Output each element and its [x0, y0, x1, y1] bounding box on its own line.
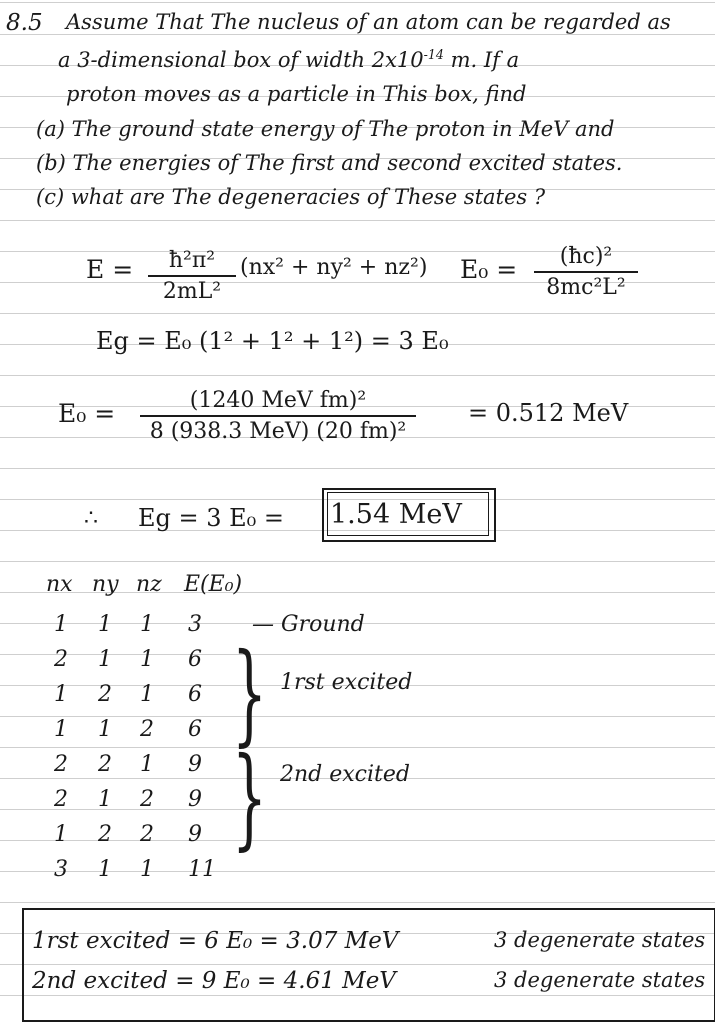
energy-numerator: ħ²π²: [168, 248, 216, 273]
summary-second-excited: 2nd excited = 9 E₀ = 4.61 MeV: [32, 968, 396, 994]
e0-denominator: 8mc²L²: [534, 271, 638, 299]
table-cell: 1: [54, 682, 68, 707]
ground-energy-relation: Eg = E₀ (1² + 1² + 1²) = 3 E₀: [96, 327, 449, 355]
table-cell: 1: [98, 647, 112, 672]
ground-energy-answer: 1.54 MeV: [330, 499, 462, 530]
width-exponent: -14: [423, 47, 444, 62]
summary-box: [22, 908, 715, 1022]
table-cell: 1: [98, 612, 112, 637]
problem-line-3: proton moves as a particle in This box, find: [66, 82, 527, 106]
e0-calc-result: = 0.512 MeV: [468, 399, 629, 427]
table-cell: 3: [188, 612, 202, 637]
e0-calc-denominator: 8 (938.3 MeV) (20 fm)²: [140, 415, 416, 443]
e0-fraction: [534, 246, 638, 299]
problem-number: 8.5: [6, 10, 43, 36]
quantum-number-sum: (nx² + ny² + nz²): [240, 255, 428, 280]
table-cell: 1: [54, 612, 68, 637]
energy-denominator: 2mL²: [148, 275, 236, 303]
table-cell: 1: [98, 717, 112, 742]
e0-calc-numerator: (1240 MeV fm)²: [189, 388, 367, 413]
first-excited-label: 1rst excited: [280, 670, 413, 695]
table-cell: 9: [188, 787, 202, 812]
table-cell: 2: [54, 647, 68, 672]
table-header-ny: ny: [92, 572, 119, 597]
ground-state-label: — Ground: [252, 612, 365, 637]
table-cell: 1: [54, 822, 68, 847]
first-excited-brace: }: [232, 629, 267, 757]
summary-first-degeneracy: 3 degenerate states: [494, 928, 706, 952]
e0-numerator: (ħc)²: [559, 244, 613, 269]
table-cell: 2: [98, 682, 112, 707]
problem-line-5: (b) The energies of The first and second excited states.: [36, 151, 623, 175]
table-cell: 2: [98, 822, 112, 847]
table-cell: 2: [54, 752, 68, 777]
summary-first-excited: 1rst excited = 6 E₀ = 3.07 MeV: [32, 928, 399, 954]
table-cell: 1: [140, 752, 154, 777]
table-cell: 6: [188, 647, 202, 672]
second-excited-brace: }: [232, 733, 267, 861]
table-cell: 1: [140, 682, 154, 707]
table-cell: 1: [54, 717, 68, 742]
therefore-symbol: ∴: [84, 506, 98, 531]
table-cell: 2: [140, 822, 154, 847]
energy-fraction: [148, 250, 236, 303]
table-cell: 2: [54, 787, 68, 812]
table-cell: 1: [140, 857, 154, 882]
table-cell: 9: [188, 752, 202, 777]
table-cell: 9: [188, 822, 202, 847]
second-excited-label: 2nd excited: [280, 762, 410, 787]
problem-line-6: (c) what are The degeneracies of These states ?: [36, 185, 546, 209]
e0-lhs: E₀ =: [460, 255, 518, 284]
problem-line-2-text: a 3-dimensional box of width 2x10: [58, 48, 424, 72]
ground-energy-final: Eg = 3 E₀ =: [138, 504, 285, 532]
table-cell: 6: [188, 682, 202, 707]
table-cell: 1: [98, 787, 112, 812]
problem-line-2-tail: m. If a: [450, 48, 520, 72]
table-header-nz: nz: [136, 572, 162, 597]
summary-second-degeneracy: 3 degenerate states: [494, 968, 706, 992]
problem-line-2: [58, 49, 519, 71]
table-header-nx: nx: [46, 572, 73, 597]
e0-calc-lhs: E₀ =: [58, 399, 116, 428]
table-cell: 2: [140, 787, 154, 812]
table-cell: 1: [98, 857, 112, 882]
problem-line-4: (a) The ground state energy of The proton in MeV and: [36, 117, 615, 141]
table-cell: 1: [140, 612, 154, 637]
e0-calc-fraction: [140, 390, 416, 443]
energy-lhs: E =: [86, 255, 134, 284]
table-cell: 3: [54, 857, 68, 882]
table-cell: 1: [140, 647, 154, 672]
table-header-energy: E(E₀): [184, 572, 243, 597]
problem-line-1: Assume That The nucleus of an atom can be regarded as: [66, 10, 671, 34]
table-cell: 6: [188, 717, 202, 742]
table-cell: 2: [98, 752, 112, 777]
table-cell: 11: [188, 857, 216, 882]
table-cell: 2: [140, 717, 154, 742]
